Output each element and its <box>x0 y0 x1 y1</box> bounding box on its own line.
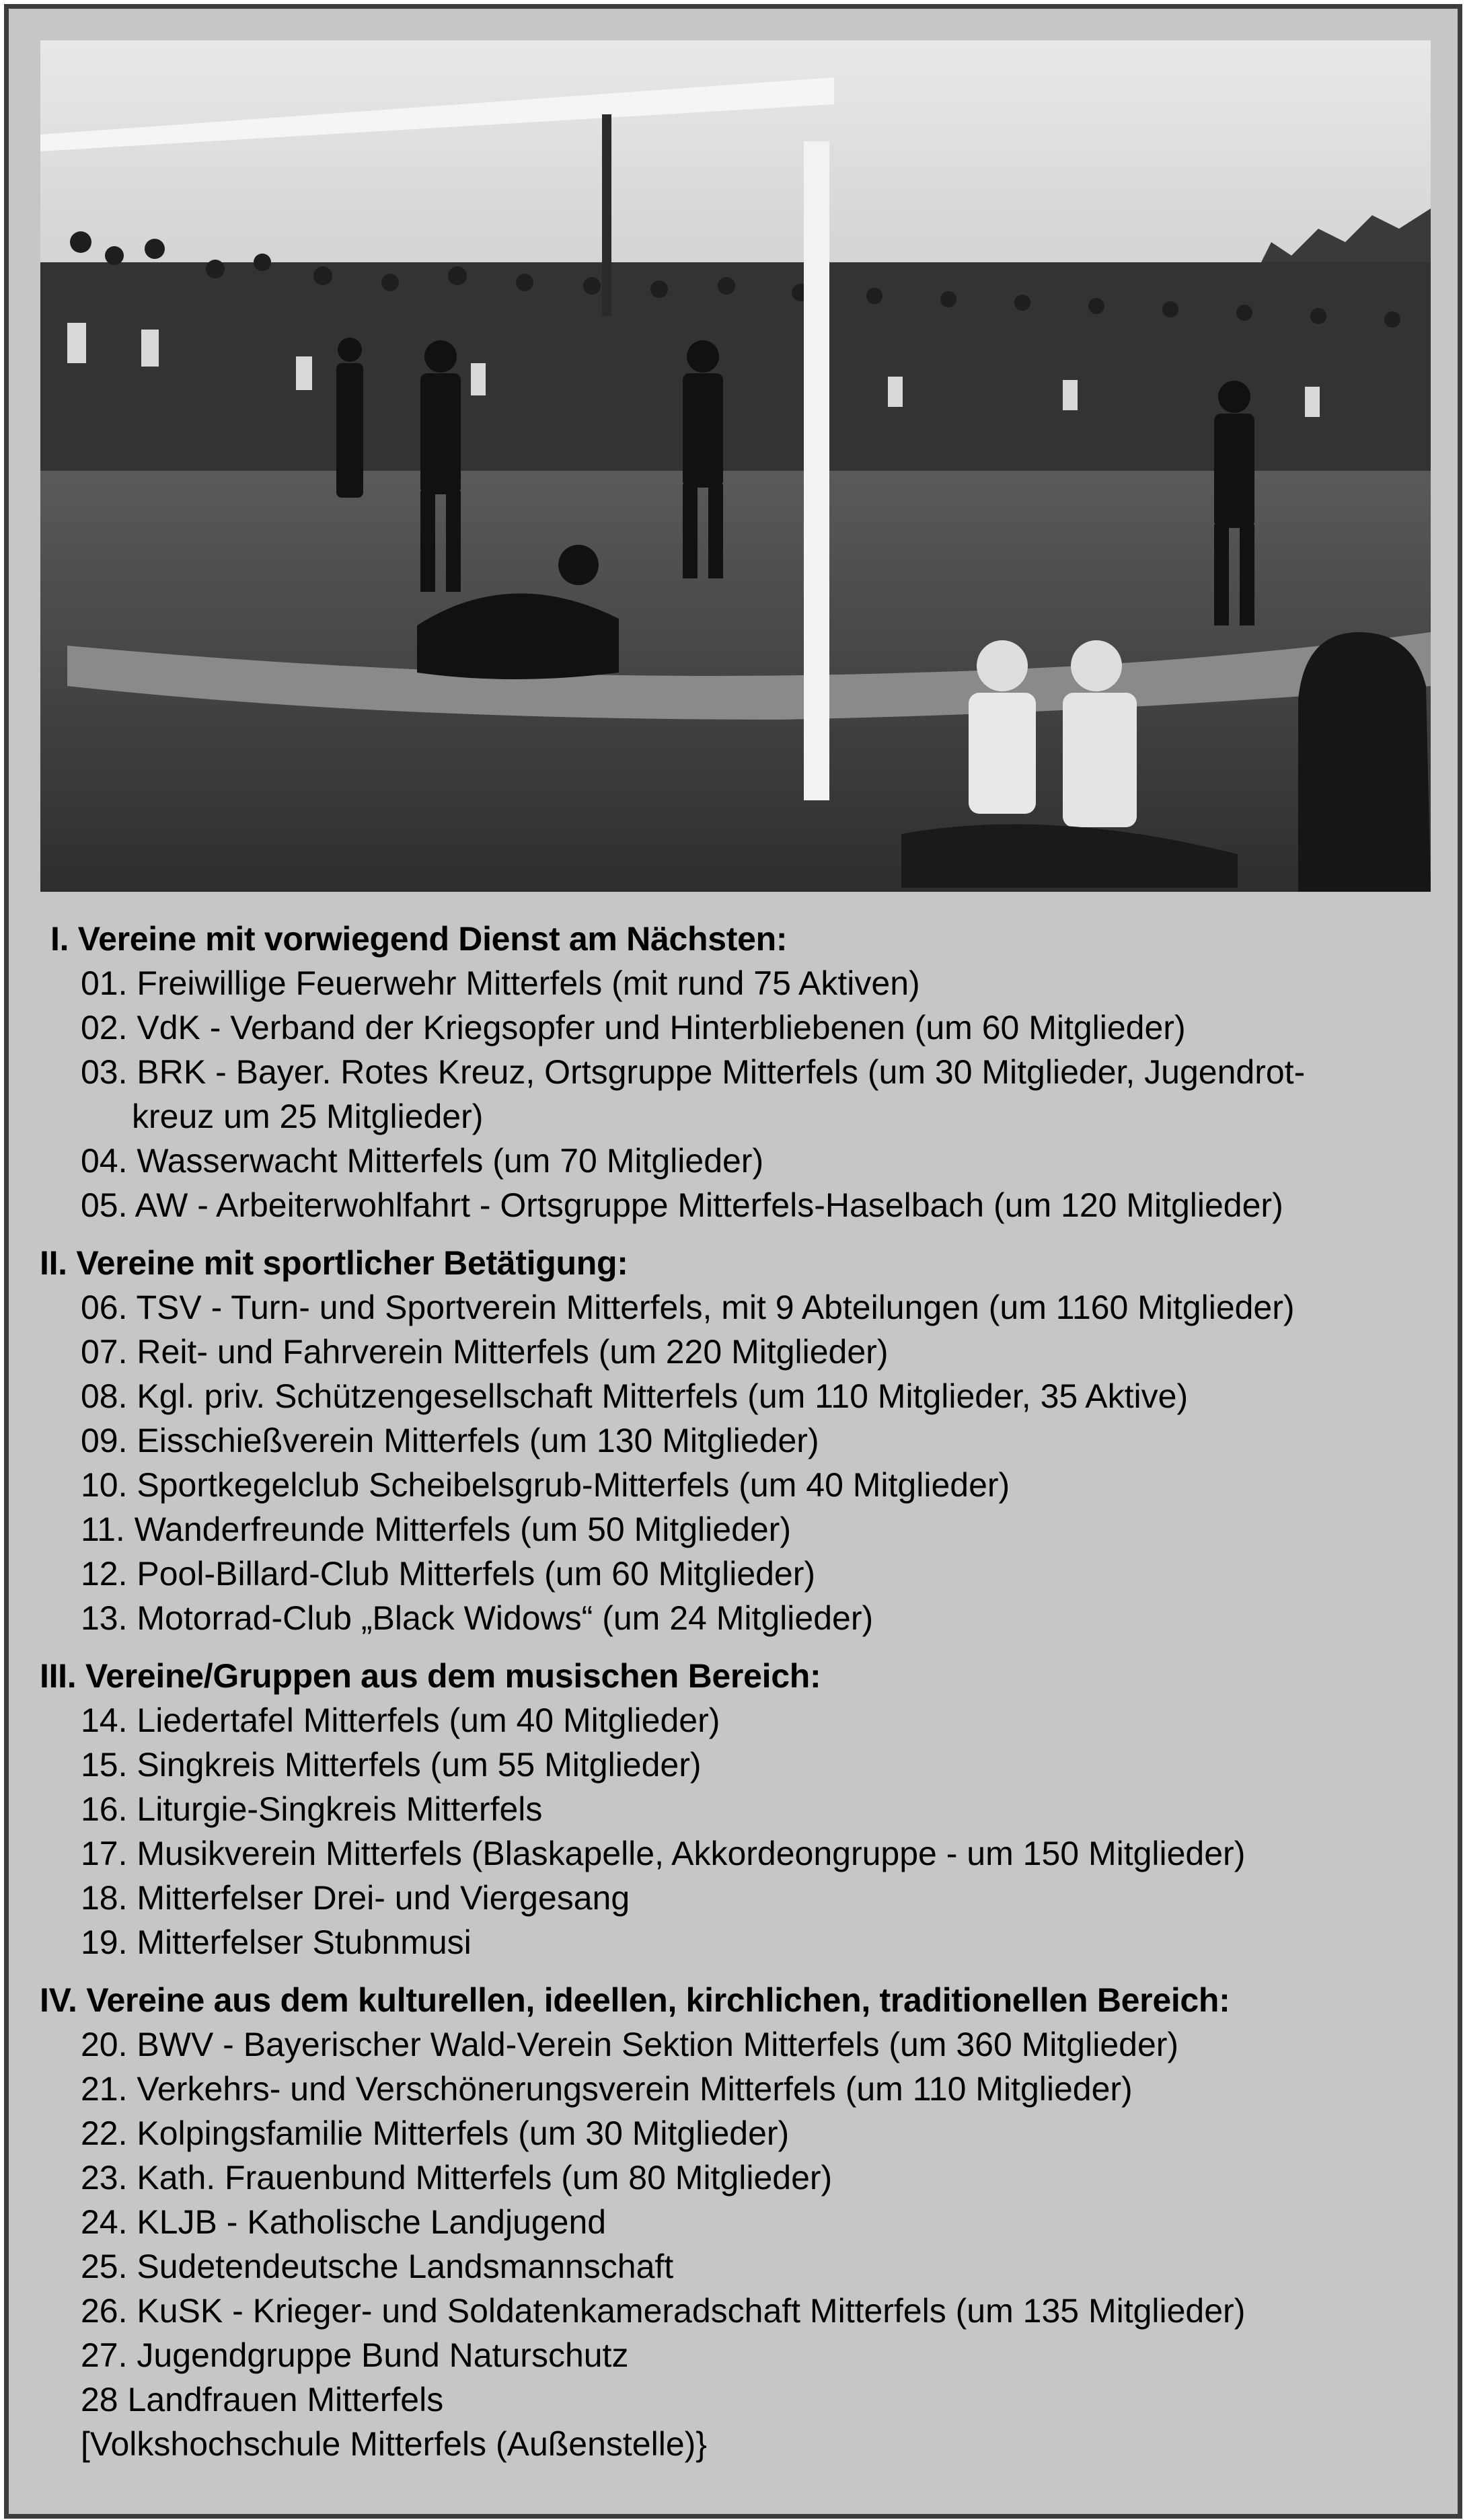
section-heading-1: I. Vereine mit vorwiegend Dienst am Nächsten: <box>50 920 788 958</box>
list-item: 08. Kgl. priv. Schützengesellschaft Mitterfels (um 110 Mitglieder, 35 Aktive) <box>81 1377 1189 1415</box>
list-item: 04. Wasserwacht Mitterfels (um 70 Mitglieder) <box>81 1142 764 1180</box>
club-list <box>9 917 1458 2466</box>
list-item: 01. Freiwillige Feuerwehr Mitterfels (mit rund 75 Aktiven) <box>81 964 920 1002</box>
list-item-continuation: kreuz um 25 Mitglieder) <box>132 1098 484 1135</box>
list-item: 24. KLJB - Katholische Landjugend <box>81 2203 607 2241</box>
list-item-footer: [Volkshochschule Mitterfels (Außenstelle)} <box>81 2425 707 2463</box>
list-item: 09. Eisschießverein Mitterfels (um 130 Mitglieder) <box>81 1422 819 1459</box>
list-item: 23. Kath. Frauenbund Mitterfels (um 80 Mitglieder) <box>81 2159 833 2197</box>
section-heading-3: III. Vereine/Gruppen aus dem musischen Bereich: <box>40 1657 821 1695</box>
list-item: 10. Sportkegelclub Scheibelsgrub-Mitterfels (um 40 Mitglieder) <box>81 1466 1010 1504</box>
list-item: 06. TSV - Turn- und Sportverein Mitterfels, mit 9 Abteilungen (um 1160 Mitglieder) <box>81 1289 1295 1326</box>
section-heading-2: II. Vereine mit sportlicher Betätigung: <box>40 1244 628 1282</box>
list-item: 11. Wanderfreunde Mitterfels (um 50 Mitglieder) <box>81 1511 791 1548</box>
list-item: 19. Mitterfelser Stubnmusi <box>81 1923 472 1961</box>
list-item: 28 Landfrauen Mitterfels <box>81 2381 444 2418</box>
list-item: 21. Verkehrs- und Verschönerungsverein Mitterfels (um 110 Mitglieder) <box>81 2070 1133 2108</box>
list-item: 22. Kolpingsfamilie Mitterfels (um 30 Mitglieder) <box>81 2114 790 2152</box>
list-item: 03. BRK - Bayer. Rotes Kreuz, Ortsgruppe Mitterfels (um 30 Mitglieder, Jugendrot- <box>81 1053 1306 1091</box>
list-item: 02. VdK - Verband der Kriegsopfer und Hinterbliebenen (um 60 Mitglieder) <box>81 1009 1186 1046</box>
list-item: 20. BWV - Bayerischer Wald-Verein Sektion Mitterfels (um 360 Mitglieder) <box>81 2026 1179 2063</box>
section-heading-4: IV. Vereine aus dem kulturellen, ideellen, kirchlichen, traditionellen Bereich: <box>40 1981 1230 2019</box>
list-item: 27. Jugendgruppe Bund Naturschutz <box>81 2336 629 2374</box>
goal-post <box>804 141 829 800</box>
net-pole <box>602 114 611 316</box>
list-item: 12. Pool-Billard-Club Mitterfels (um 60 Mitglieder) <box>81 1555 816 1593</box>
list-item: 18. Mitterfelser Drei- und Viergesang <box>81 1879 630 1917</box>
page-frame <box>4 4 1462 2519</box>
list-item: 25. Sudetendeutsche Landsmannschaft <box>81 2248 674 2285</box>
list-item: 14. Liedertafel Mitterfels (um 40 Mitglieder) <box>81 1702 720 1739</box>
list-item: 26. KuSK - Krieger- und Soldatenkameradschaft Mitterfels (um 135 Mitglieder) <box>81 2292 1246 2330</box>
list-item: 13. Motorrad-Club „Black Widows“ (um 24 Mitglieder) <box>81 1599 874 1637</box>
football-match-photo <box>40 40 1431 892</box>
list-item: 05. AW - Arbeiterwohlfahrt - Ortsgruppe Mitterfels-Haselbach (um 120 Mitglieder) <box>81 1186 1283 1224</box>
list-item: 15. Singkreis Mitterfels (um 55 Mitglieder) <box>81 1746 702 1784</box>
list-item: 07. Reit- und Fahrverein Mitterfels (um 220 Mitglieder) <box>81 1333 889 1371</box>
list-item: 16. Liturgie-Singkreis Mitterfels <box>81 1790 543 1828</box>
list-item: 17. Musikverein Mitterfels (Blaskapelle, Akkordeongruppe - um 150 Mitglieder) <box>81 1835 1246 1872</box>
